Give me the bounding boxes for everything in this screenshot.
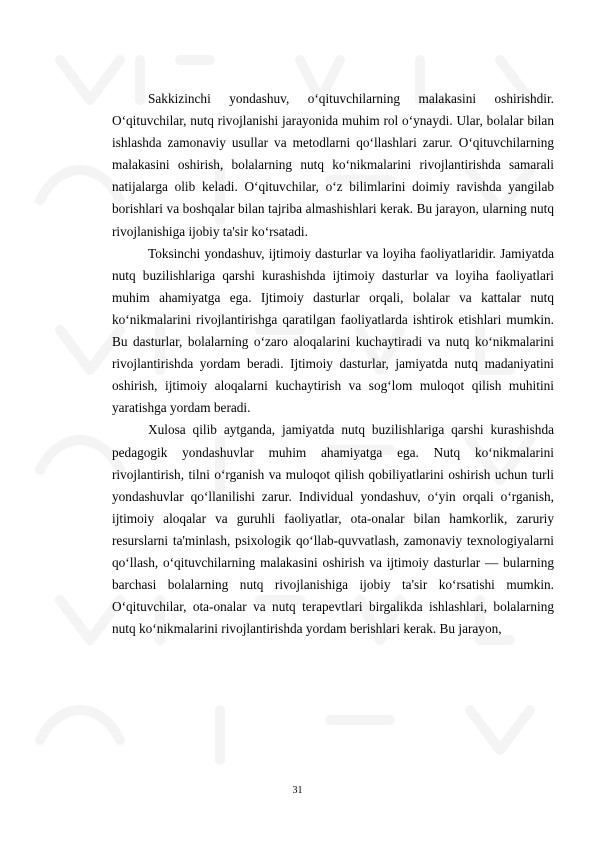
document-body: [112, 88, 554, 640]
paragraph-ninth-approach: Toksinchi yondashuv, ijtimoiy dasturlar va loyiha faoliyatlaridir. Jamiyatda nutq buzilishlariga qarshi kurashishda ijtimoiy dasturlar va loyiha faoliyatlari muhim ahamiyatga ega. Ijtimoiy dasturlar orqali, bolalar va kattalar nutq ko‘nikmalarini rivojlantirishga qaratilgan faoliyatlarda ishtirok etishlari mumkin. Bu dasturlar, bolalarning o‘zaro aloqalarini kuchaytiradi va nutq ko‘nikmalarini rivojlantirishda yordam beradi. Ijtimoiy dasturlar, jamiyatda nutq madaniyatini oshirish, ijtimoiy aloqalarni kuchaytirish va sog‘lom muloqot qilish muhitini yaratishga yordam beradi.: [112, 245, 554, 416]
page-number: 31: [292, 785, 303, 796]
paragraph-conclusion: Xulosa qilib aytganda, jamiyatda nutq buzilishlariga qarshi kurashishda pedagogik yondashuvlar muhim ahamiyatga ega. Nutq ko‘nikmalarini rivojlantirish, tilni o‘rganish va muloqot qilish qobiliyatlarini oshirish uchun turli yondashuvlar qo‘llanilishi zarur. Individual yondashuv, o‘yin orqali o‘rganish, ijtimoiy aloqalar va guruhli faoliyatlar, ota-onalar bilan hamkorlik, zaruriy resurslarni ta'minlash, psixologik qo‘llab-quvvatlash, zamonaviy texnologiyalarni qo‘llash, o‘qituvchilarning malakasini oshirish va ijtimoiy dasturlar — bularning barchasi bolalarning nutq rivojlanishiga ijobiy ta'sir ko‘rsatishi mumkin. O‘qituvchilar, ota-onalar va nutq terapevtlari birgalikda ishlashlari, bolalarning nutq ko‘nikmalarini rivojlantirishda yordam berishlari kerak. Bu jarayon,: [112, 422, 554, 637]
paragraph-eighth-approach: Sakkizinchi yondashuv, o‘qituvchilarning malakasini oshirishdir. O‘qituvchilar, nutq rivojlanishi jarayonida muhim rol o‘ynaydi. Ular, bolalar bilan ishlashda zamonaviy usullar va metodlarni qo‘llashlari zarur. O‘qituvchilarning malakasini oshirish, bolalarning nutq ko‘nikmalarini rivojlantirishda samarali natijalarga olib keladi. O‘qituvchilar, o‘z bilimlarini doimiy ravishda yangilab borishlari va boshqalar bilan tajriba almashishlari kerak. Bu jarayon, ularning nutq rivojlanishiga ijobiy ta'sir ko‘rsatadi.: [112, 91, 554, 239]
